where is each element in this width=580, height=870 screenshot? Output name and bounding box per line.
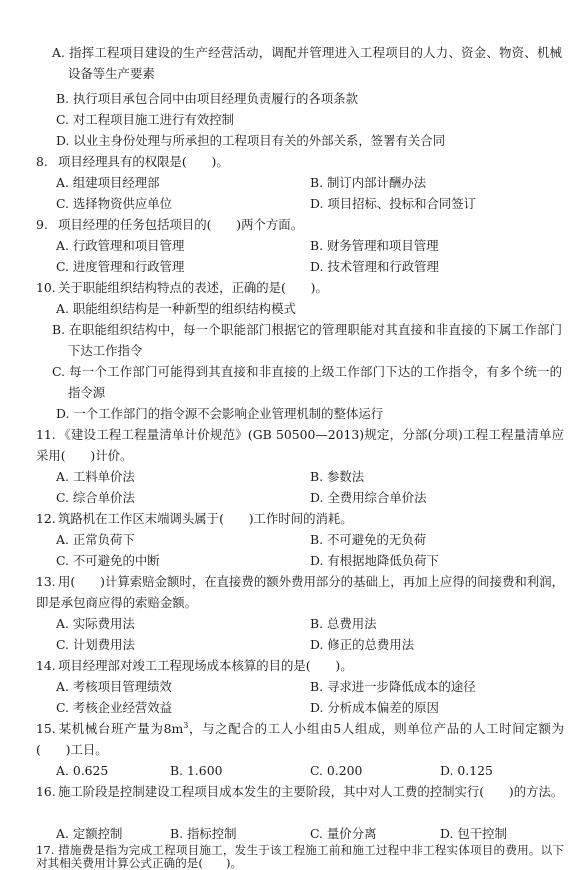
q16-option-a: A. 定额控制 (56, 826, 123, 841)
question-16-stem: 16. 施工阶段是控制建设工程项目成本发生的主要阶段，其中对人工费的控制实行( )的方法。 (36, 784, 564, 799)
q9-option-b: B. 财务管理和项目管理 (310, 238, 439, 253)
q10-option-c: C. 每一个工作部门可能得到其直接和非直接的上级工作部门下达的工作指令，有多个统一的指令源 (52, 364, 562, 400)
q14-option-d: D. 分析成本偏差的原因 (310, 700, 439, 715)
q15-option-d: D. 0.125 (440, 763, 493, 778)
q12-option-d: D. 有根据地降低负荷下 (310, 553, 439, 568)
q12-option-a: A. 正常负荷下 (56, 532, 135, 547)
q9-option-a: A. 行政管理和项目管理 (56, 238, 185, 253)
q9-option-c: C. 进度管理和行政管理 (56, 259, 185, 274)
q8-option-c: C. 选择物资供应单位 (56, 196, 173, 211)
q14-option-c: C. 考核企业经营效益 (56, 700, 173, 715)
q10-option-d: D. 一个工作部门的指令源不会影响企业管理机制的整体运行 (56, 406, 384, 421)
q14-option-a: A. 考核项目管理绩效 (56, 679, 172, 694)
q13-option-a: A. 实际费用法 (56, 616, 135, 631)
q7-option-b: B. 执行项目承包合同中由项目经理负责履行的各项条款 (56, 91, 358, 106)
question-10-stem: 10. 关于职能组织结构特点的表述，正确的是( )。 (36, 280, 328, 295)
q12-option-b: B. 不可避免的无负荷 (310, 532, 427, 547)
q8-option-b: B. 制订内部计酬办法 (310, 175, 427, 190)
q12-option-c: C. 不可避免的中断 (56, 553, 160, 568)
q16-option-d: D. 包干控制 (440, 826, 507, 841)
question-9-stem: 9. 项目经理的任务包括项目的( )两个方面。 (36, 217, 304, 232)
question-13-stem: 13. 用( )计算索赔金额时，在直接费的额外费用部分的基础上，再加上应得的间接费和利润，即是承包商应得的索赔金额。 (36, 574, 564, 610)
q9-option-d: D. 技术管理和行政管理 (310, 259, 439, 274)
q8-option-d: D. 项目招标、投标和合同签订 (310, 196, 477, 211)
question-14-stem: 14. 项目经理部对竣工工程现场成本核算的目的是( )。 (36, 658, 353, 673)
q14-option-b: B. 寻求进一步降低成本的途径 (310, 679, 476, 694)
q16-option-b: B. 指标控制 (170, 826, 237, 841)
q7-option-d: D. 以业主身份处理与所承担的工程项目有关的外部关系，签署有关合同 (56, 133, 446, 148)
q10-option-a: A. 职能组织结构是一种新型的组织结构模式 (56, 301, 296, 316)
q13-option-c: C. 计划费用法 (56, 637, 135, 652)
q11-option-d: D. 全费用综合单价法 (310, 490, 427, 505)
question-11-stem: 11. 《建设工程工程量清单计价规范》(GB 50500—2013)规定，分部(分项)工程工程量清单应采用( )计价。 (36, 427, 564, 463)
q13-option-b: B. 总费用法 (310, 616, 377, 631)
question-8-stem: 8. 项目经理具有的权限是( )。 (36, 154, 229, 169)
q11-option-c: C. 综合单价法 (56, 490, 135, 505)
q15-option-a: A. 0.625 (56, 763, 109, 778)
question-17-stem: 17. 措施费是指为完成工程项目施工，发生于该工程施工前和施工过程中非工程实体项目的费用。以下对其相关费用计算公式正确的是( )。 (36, 843, 564, 870)
q10-option-b: B. 在职能组织结构中，每一个职能部门根据它的管理职能对其直接和非直接的下属工作部门下达工作指令 (52, 322, 562, 358)
q7-option-a: A. 指挥工程项目建设的生产经营活动，调配并管理进入工程项目的人力、资金、物资、机械设备等生产要素 (52, 45, 562, 81)
q7-option-c: C. 对工程项目施工进行有效控制 (56, 112, 234, 127)
question-15-stem: 15. 某机械台班产量为$8m^3$，与之配合的工人小组由5人组成，则单位产品的人工时间定额为( )工日。 (36, 720, 564, 757)
question-12-stem: 12. 筑路机在工作区末端调头属于( )工作时间的消耗。 (36, 511, 353, 526)
q15-option-b: B. 1.600 (170, 763, 223, 778)
q15-option-c: C. 0.200 (310, 763, 363, 778)
q11-option-b: B. 参数法 (310, 469, 365, 484)
q16-option-c: C. 量价分离 (310, 826, 377, 841)
q13-option-d: D. 修正的总费用法 (310, 637, 415, 652)
q11-option-a: A. 工料单价法 (56, 469, 135, 484)
q8-option-a: A. 组建项目经理部 (56, 175, 160, 190)
